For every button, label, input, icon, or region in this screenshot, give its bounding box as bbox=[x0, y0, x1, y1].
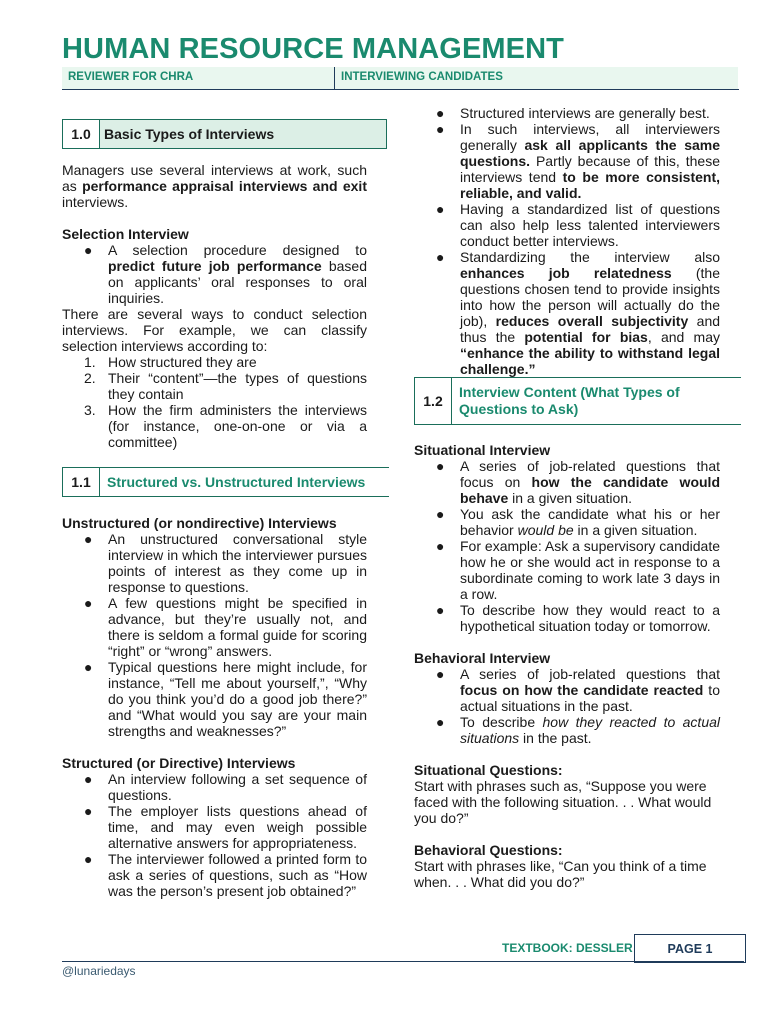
unstructured-heading: Unstructured (or nondirective) Interviews bbox=[62, 515, 337, 531]
right-column bbox=[414, 105, 720, 377]
left-column bbox=[62, 162, 367, 450]
list-item bbox=[414, 249, 720, 377]
subheader-right-label: INTERVIEWING CANDIDATES bbox=[341, 71, 503, 83]
section-title: Structured vs. Unstructured Interviews bbox=[107, 474, 366, 490]
list-text: The employer lists questions ahead of time, and may even weigh possible alternative answers for appropriateness. bbox=[108, 803, 367, 851]
behavioral-heading: Behavioral Interview bbox=[414, 650, 551, 666]
text-run: In such interviews, all interviewers generally bbox=[460, 121, 720, 153]
situational-questions-text: Start with phrases such as, “Suppose you were faced with the following situation. . . What would you do?” bbox=[414, 778, 712, 826]
structured-benefits-list bbox=[414, 105, 720, 377]
list-item bbox=[414, 121, 720, 201]
list-item bbox=[414, 506, 720, 538]
list-number: 3. bbox=[84, 402, 96, 418]
bullet-icon: ● bbox=[84, 851, 93, 867]
list-item bbox=[62, 803, 367, 851]
bullet-icon: ● bbox=[436, 121, 445, 137]
list-item bbox=[62, 595, 367, 659]
list-item bbox=[414, 602, 720, 634]
section-header-1-0 bbox=[62, 119, 387, 149]
bold-run: performance appraisal interviews and exit bbox=[82, 178, 367, 194]
list-item bbox=[62, 402, 367, 450]
bullet-icon: ● bbox=[436, 666, 445, 682]
list-item bbox=[62, 531, 367, 595]
bullet-icon: ● bbox=[436, 249, 445, 265]
situational-questions-heading: Situational Questions: bbox=[414, 762, 563, 778]
section-header-1-2 bbox=[414, 377, 741, 425]
text-run: Partly because of this, these interviews tend bbox=[460, 153, 720, 185]
text-run: A series of job-related questions that focus on bbox=[460, 458, 720, 490]
bullet-icon: ● bbox=[84, 659, 93, 675]
list-item bbox=[414, 458, 720, 506]
list-item bbox=[62, 659, 367, 739]
structured-list bbox=[62, 771, 367, 899]
list-item bbox=[62, 771, 367, 803]
bullet-icon: ● bbox=[436, 538, 445, 554]
bullet-icon: ● bbox=[436, 506, 445, 522]
subheader-divider bbox=[334, 67, 335, 89]
text-run: in a given situation. bbox=[508, 490, 632, 506]
header-rule bbox=[62, 89, 739, 90]
subheader-left-label: REVIEWER FOR CHRA bbox=[68, 71, 194, 83]
text-run: A selection procedure designed to bbox=[108, 242, 367, 258]
list-text: An unstructured conversational style interview in which the interviewer pursues points of interest as they come up in response to questions. bbox=[108, 531, 367, 595]
list-item bbox=[414, 666, 720, 714]
italic-run: would be bbox=[517, 522, 574, 538]
bullet-icon: ● bbox=[436, 105, 445, 121]
document-title: HUMAN RESOURCE MANAGEMENT bbox=[62, 33, 564, 65]
list-text: To describe how they would react to a hypothetical situation today or tomorrow. bbox=[460, 602, 720, 634]
bold-run: focus on how the candidate reacted bbox=[460, 682, 704, 698]
section-title: Basic Types of Interviews bbox=[104, 126, 275, 142]
page-number: PAGE 1 bbox=[634, 934, 746, 963]
text-run: to actual situations in the past. bbox=[460, 682, 720, 714]
subheader-right bbox=[335, 67, 738, 89]
bullet-icon: ● bbox=[436, 458, 445, 474]
text-run: You ask the candidate what his or her behavior bbox=[460, 506, 720, 538]
text-run: based on applicants’ oral responses to oral inquiries. bbox=[108, 258, 367, 306]
list-text: How structured they are bbox=[108, 354, 257, 370]
text-run: To describe bbox=[460, 714, 543, 730]
list-text: How the firm administers the interviews (for instance, one-on-one or via a committee) bbox=[108, 402, 367, 450]
bullet-icon: ● bbox=[436, 602, 445, 618]
behavioral-list bbox=[414, 666, 720, 746]
bold-run: to be more consistent, reliable, and valid. bbox=[460, 169, 720, 201]
bold-run: how the candidate would behave bbox=[460, 474, 720, 506]
section-title bbox=[459, 378, 680, 424]
bullet-icon: ● bbox=[84, 771, 93, 787]
bullet-icon: ● bbox=[436, 201, 445, 217]
text-run: interviews. bbox=[62, 194, 129, 210]
author-handle: @lunariedays bbox=[62, 964, 136, 978]
section-number: 1.1 bbox=[63, 468, 100, 496]
behavioral-questions-text: Start with phrases like, “Can you think of a time when. . . What did you do?” bbox=[414, 858, 707, 890]
situational-list bbox=[414, 458, 720, 634]
section-title-line: Questions to Ask) bbox=[459, 401, 579, 417]
unstructured-list bbox=[62, 531, 367, 739]
selection-heading: Selection Interview bbox=[62, 226, 189, 242]
subheader-left bbox=[62, 67, 334, 89]
list-text: The interviewer followed a printed form to ask a series of questions, such as “How was the person’s present job obtained?” bbox=[108, 851, 367, 899]
list-item bbox=[414, 538, 720, 602]
list-item bbox=[414, 714, 720, 746]
section-header-1-1 bbox=[62, 467, 389, 497]
list-item bbox=[62, 370, 367, 402]
ways-paragraph: There are several ways to conduct selection interviews. For example, we can classify selection interviews according to: bbox=[62, 306, 367, 354]
situational-heading: Situational Interview bbox=[414, 442, 551, 458]
bold-run: predict future job performance bbox=[108, 258, 322, 274]
list-number: 1. bbox=[84, 354, 96, 370]
text-run: in the past. bbox=[519, 730, 592, 746]
text-run: and thus the bbox=[460, 313, 721, 345]
text-run: in a given situation. bbox=[573, 522, 698, 538]
bold-run: ask all applicants the same questions. bbox=[460, 137, 721, 169]
right-column-lower bbox=[414, 442, 720, 890]
structured-heading: Structured (or Directive) Interviews bbox=[62, 755, 296, 771]
text-run: (the questions chosen tend to provide insights into how the person will actually do the job), bbox=[460, 265, 720, 329]
text-run: Managers use several interviews at work, such as bbox=[62, 162, 367, 194]
text-run: , and may bbox=[647, 329, 720, 345]
list-text: Structured interviews are generally best. bbox=[460, 105, 710, 121]
list-item bbox=[414, 105, 720, 121]
left-column-lower bbox=[62, 515, 367, 899]
list-text: Their “content”—the types of questions they contain bbox=[108, 370, 367, 402]
bold-run: “enhance the ability to withstand legal challenge.” bbox=[460, 345, 720, 377]
footer-rule bbox=[62, 961, 744, 962]
list-text: For example: Ask a supervisory candidate how he or she would act in response to a subordinate coming to work late 3 days in a row. bbox=[460, 538, 720, 602]
bold-run: reduces overall subjectivity bbox=[495, 313, 689, 329]
list-item bbox=[414, 201, 720, 249]
list-item bbox=[62, 851, 367, 899]
list-text: A few questions might be specified in advance, but they’re usually not, and there is seldom a formal guide for scoring “right” or “wrong” answers. bbox=[108, 595, 367, 659]
italic-run: how they reacted to actual situations bbox=[460, 714, 721, 746]
bold-run: enhances job relatedness bbox=[460, 265, 672, 281]
intro-paragraph bbox=[62, 162, 367, 210]
list-text: Typical questions here might include, for instance, “Tell me about yourself,”, “Why do you think you’d do a good job there?” and “What would you say are your main strengths and weaknesses?” bbox=[108, 659, 367, 739]
behavioral-questions-heading: Behavioral Questions: bbox=[414, 842, 563, 858]
bullet-icon: ● bbox=[84, 803, 93, 819]
ways-list bbox=[62, 354, 367, 450]
list-item bbox=[62, 354, 367, 370]
text-run: A series of job-related questions that bbox=[460, 666, 720, 682]
list-text: An interview following a set sequence of questions. bbox=[108, 771, 367, 803]
list-text: Having a standardized list of questions can also help less talented interviewers conduct better interviews. bbox=[460, 201, 720, 249]
section-number: 1.0 bbox=[63, 120, 100, 148]
section-title-line: Interview Content (What Types of bbox=[459, 384, 680, 400]
bullet-icon: ● bbox=[84, 242, 93, 258]
bold-run: potential for bias bbox=[524, 329, 648, 345]
text-run: Standardizing the interview also bbox=[460, 249, 720, 265]
list-number: 2. bbox=[84, 370, 96, 386]
list-item bbox=[62, 242, 367, 306]
bullet-icon: ● bbox=[84, 531, 93, 547]
bullet-icon: ● bbox=[436, 714, 445, 730]
selection-list bbox=[62, 242, 367, 306]
bullet-icon: ● bbox=[84, 595, 93, 611]
section-number: 1.2 bbox=[415, 378, 452, 424]
textbook-label: TEXTBOOK: DESSLER bbox=[502, 941, 633, 955]
